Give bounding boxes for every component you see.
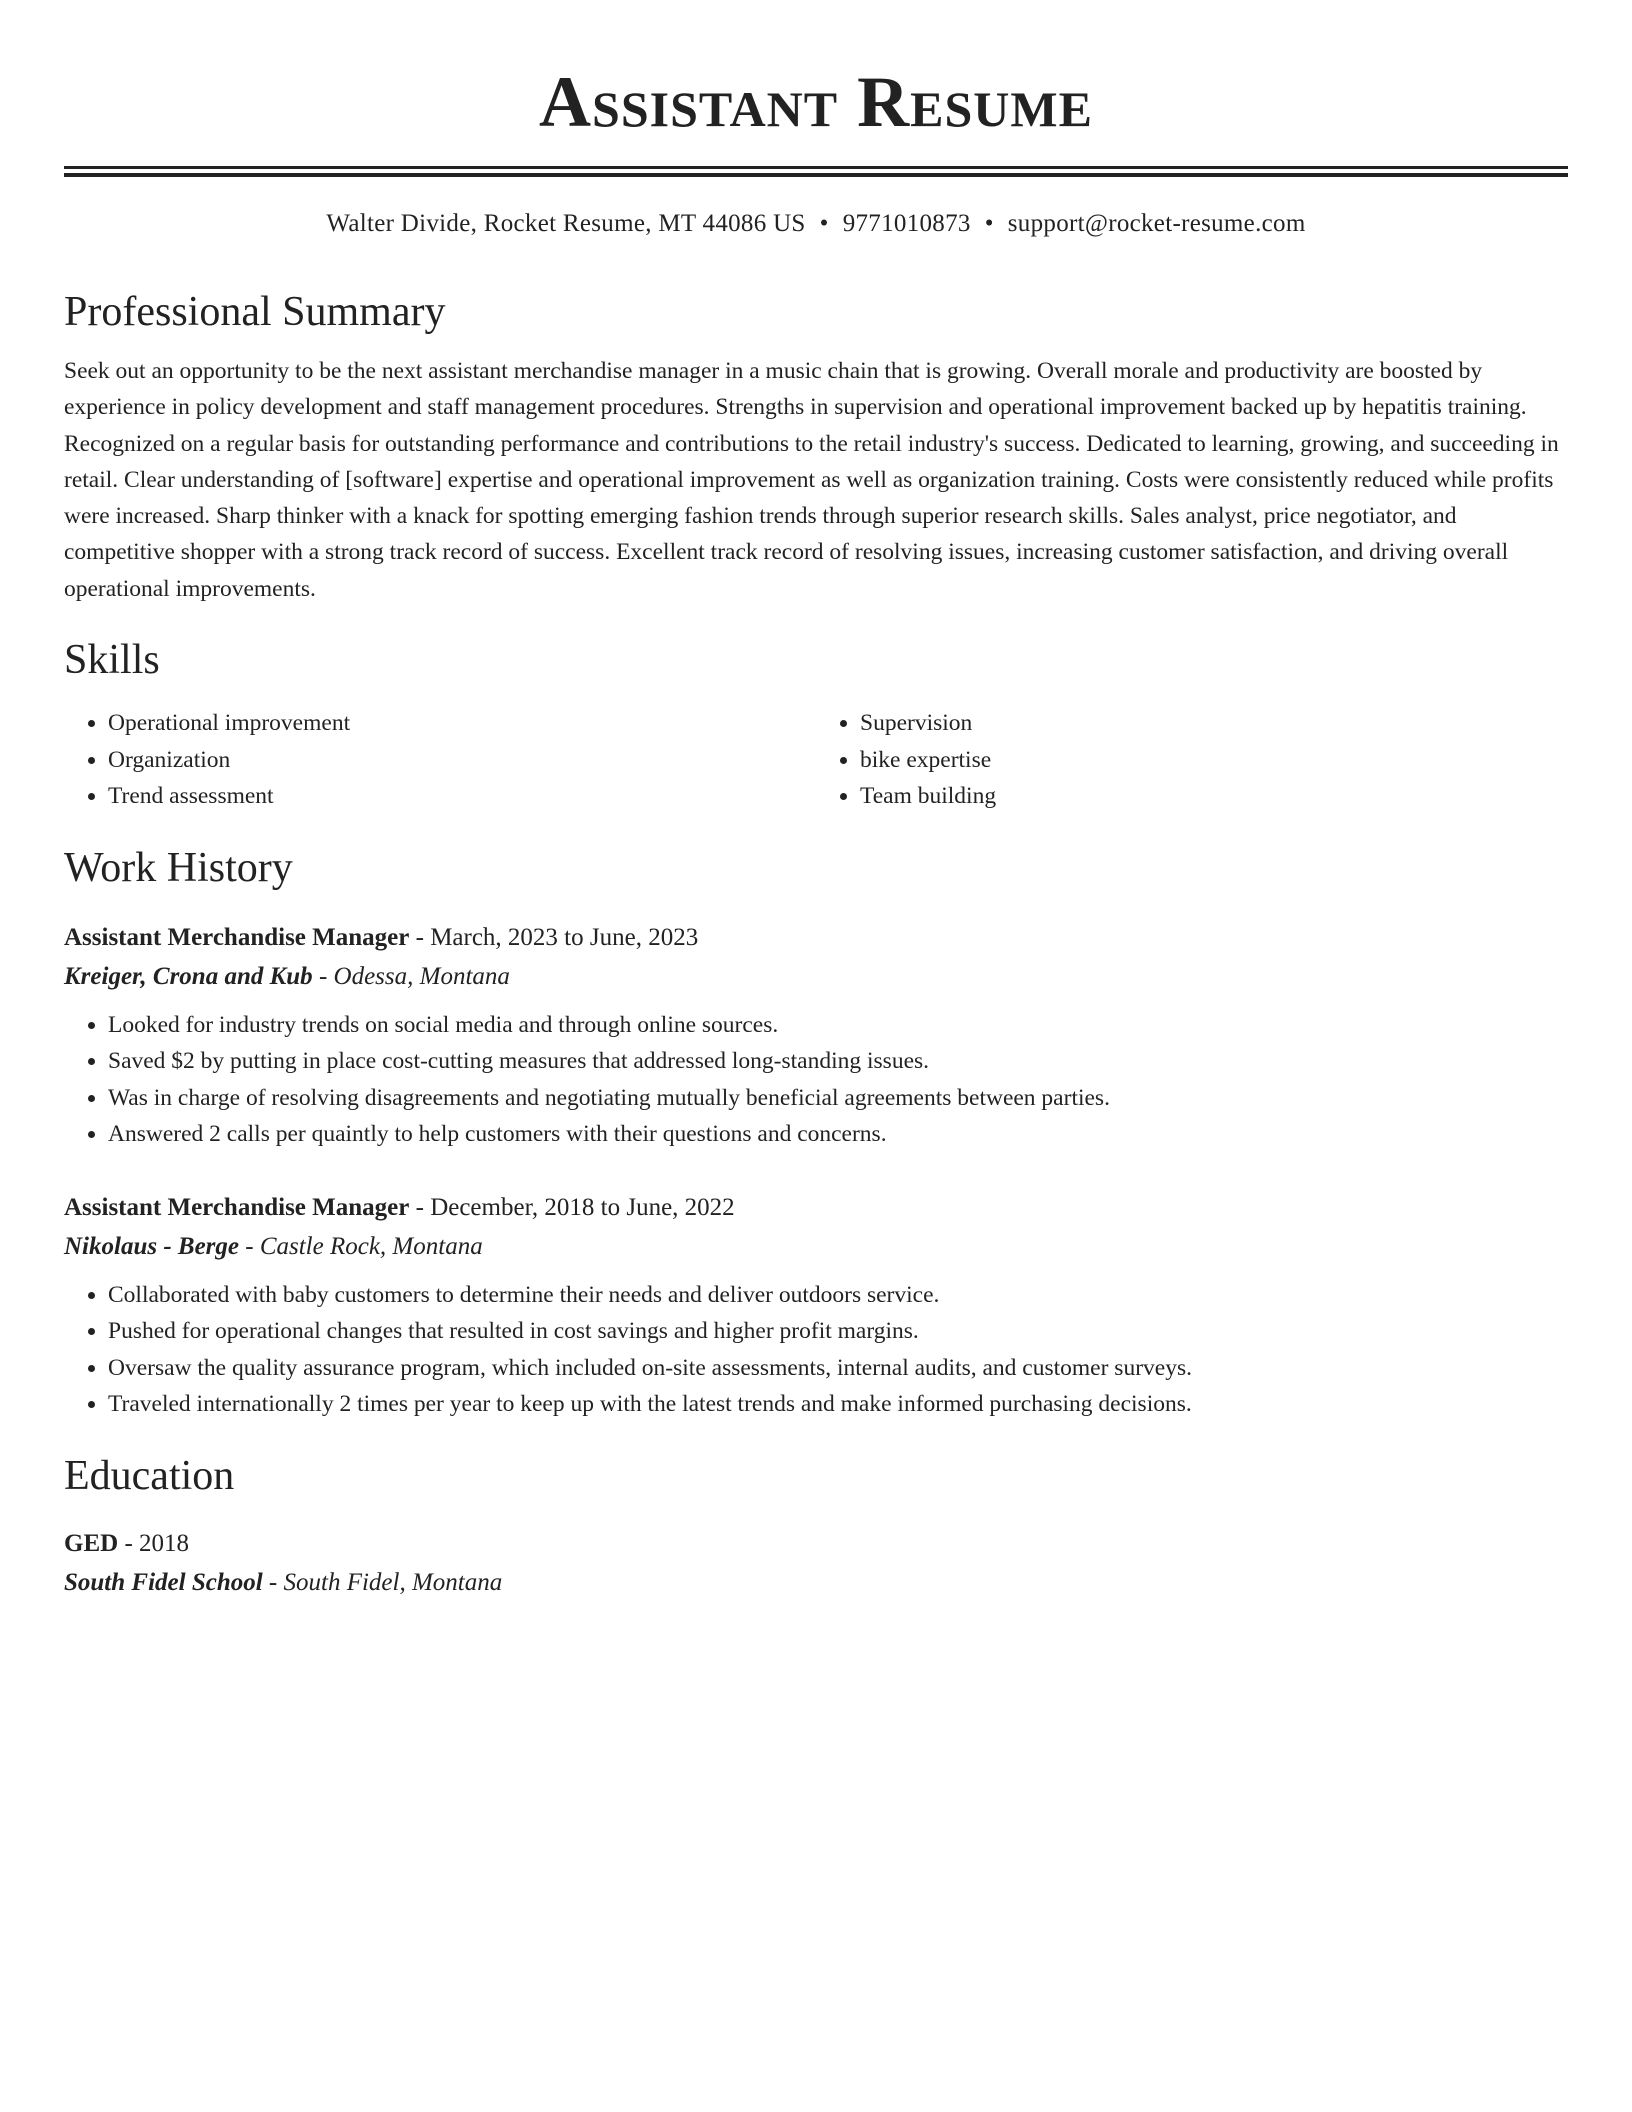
- education-entry: [64, 1525, 1568, 1603]
- job-bullet: • Traveled internationally 2 times per year to keep up with the latest trends and make informed purchasing decisions.: [108, 1386, 1568, 1423]
- job-bullet: • Was in charge of resolving disagreements and negotiating mutually beneficial agreements between parties.: [108, 1080, 1568, 1117]
- education-school-line: [64, 1563, 1568, 1603]
- education-location: South Fidel, Montana: [283, 1568, 503, 1596]
- skills-column-right: [816, 705, 1568, 815]
- contact-separator: •: [984, 210, 994, 237]
- dash: -: [262, 1568, 284, 1596]
- skill-item: • bike expertise: [860, 742, 1568, 779]
- job-entry: [64, 919, 1568, 1153]
- job-bullets: [64, 1277, 1568, 1423]
- job-header: [64, 1189, 1568, 1227]
- job-header: [64, 919, 1568, 957]
- job-title: Assistant Merchandise Manager: [64, 1193, 410, 1221]
- job-bullets: [64, 1007, 1568, 1153]
- education-school: South Fidel School: [64, 1568, 263, 1596]
- job-employer: [64, 1227, 1568, 1267]
- job-dates: December, 2018 to June, 2022: [430, 1193, 735, 1221]
- job-company: Nikolaus - Berge: [64, 1232, 239, 1260]
- job-location: Castle Rock, Montana: [259, 1232, 483, 1260]
- contact-line: [64, 207, 1568, 241]
- contact-email[interactable]: support@rocket-resume.com: [1007, 210, 1306, 237]
- job-title: Assistant Merchandise Manager: [64, 923, 410, 951]
- skill-item: • Operational improvement: [108, 705, 816, 742]
- job-bullet: • Saved $2 by putting in place cost-cutting measures that addressed long-standing issues.: [108, 1043, 1568, 1080]
- dash: -: [409, 923, 431, 951]
- contact-separator: •: [819, 210, 829, 237]
- job-dates: March, 2023 to June, 2023: [430, 923, 699, 951]
- skills-column-left: [64, 705, 816, 815]
- job-bullet: • Collaborated with baby customers to determine their needs and deliver outdoors service.: [108, 1277, 1568, 1314]
- education-degree: GED: [64, 1529, 119, 1557]
- work-history-heading: Work History: [64, 844, 293, 891]
- dash: -: [409, 1193, 431, 1221]
- title-divider: [64, 166, 1568, 177]
- skills-heading: Skills: [64, 637, 160, 684]
- summary-text: Seek out an opportunity to be the next assistant merchandise manager in a music chain that is growing. Overall morale and productivity are boosted by experience in policy development and staff management procedures. Strengths in supervision and operational improvement backed up by hepatitis training. Recognized on a regular basis for outstanding performance and contributions to the retail industry's success. Dedicated to learning, growing, and succeeding in retail. Clear understanding of [software] expertise and operational improvement as well as organization training. Costs were consistently reduced while profits were increased. Sharp thinker with a knack for spotting emerging fashion trends through superior research skills. Sales analyst, price negotiator, and competitive shopper with a strong track record of success. Excellent track record of resolving issues, increasing customer satisfaction, and driving overall operational improvements.: [64, 358, 1559, 602]
- job-bullet: • Looked for industry trends on social media and through online sources.: [108, 1007, 1568, 1044]
- job-employer: [64, 957, 1568, 997]
- job-entry: [64, 1189, 1568, 1423]
- education-year: 2018: [139, 1529, 190, 1557]
- dash: -: [118, 1529, 140, 1557]
- skill-item: • Trend assessment: [108, 778, 816, 815]
- education-heading: Education: [64, 1452, 235, 1499]
- contact-phone: 9771010873: [842, 210, 971, 237]
- skill-item: • Organization: [108, 742, 816, 779]
- summary-heading: Professional Summary: [64, 289, 446, 335]
- dash: -: [312, 962, 334, 990]
- job-location: Odessa, Montana: [333, 962, 510, 990]
- job-bullet: • Oversaw the quality assurance program, which included on-site assessments, internal audits, and customer surveys.: [108, 1350, 1568, 1387]
- dash: -: [239, 1232, 260, 1260]
- job-bullet: • Answered 2 calls per quaintly to help customers with their questions and concerns.: [108, 1116, 1568, 1153]
- contact-address: Walter Divide, Rocket Resume, MT 44086 US: [326, 210, 806, 237]
- resume-title: Assistant Resume: [539, 62, 1093, 142]
- skill-item: • Supervision: [860, 705, 1568, 742]
- skill-item: • Team building: [860, 778, 1568, 815]
- job-company: Kreiger, Crona and Kub: [64, 962, 313, 990]
- education-header: [64, 1525, 1568, 1563]
- skills-list: [64, 705, 1568, 815]
- job-bullet: • Pushed for operational changes that resulted in cost savings and higher profit margins.: [108, 1313, 1568, 1350]
